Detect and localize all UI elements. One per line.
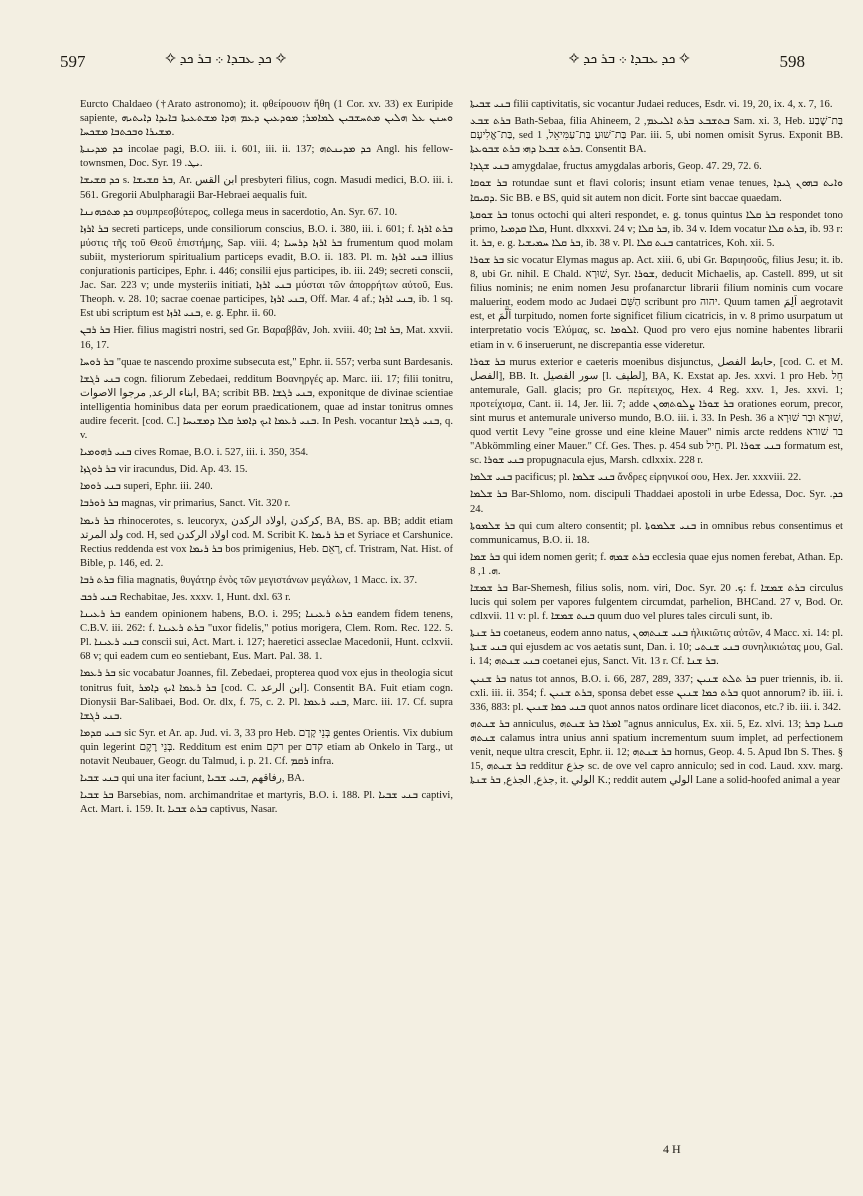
dictionary-entry: ܒܪ ܐܪܙܐ secreti particeps, unde consiliorum conscius, B.O. i. 380, iii. i. 601; f. ܒܪܬ ܐܪܙܐ μύστις τῆς τοῦ Θεοῦ ἐπιστήμης, Sap. viii. 4; ܒܪ ܐܪܙܐ ܕܪܚܝܐ frumentum quod molam subiit, mysteriorum spiritualium particeps evadit, B.O. ii. 183. Pl. m. ܒܢܝ ܐܪܙܐ illius conjurationis participes, Ephr. i. 446; consilii ejus participes, ib. iii. 249; secreti conscii, Jac. Sar. 223 v; unde mysteriis initiati, ܒܢܝ ܐܪܙܐ μύσται τῶν ἀπορρήτων αὐτοῦ, Eus. Theoph. v. 28. 10; sacrae coenae participes, ܒܢܝ ܐܪܙܐ, Off. Mar. 4 af.; ܒܢܝ ܐܪܙܐ, ib. 1 sq. Est ubi scriptum est ܒܢܝ ܐܪܙܐ, e. g. Ephr. ii. 60. [80,223,453,320]
dictionary-entry: ܒܪܬ ܪܒܐ filia magnatis, θυγάτηρ ἑνὸς τῶν μεγιστάνων μεγάλων, 1 Macc. ix. 37. [80,574,418,586]
dictionary-entry: ܒܪ ܪܒܢ Hier. filius magistri nostri, sed Gr. Βαραββᾶν, Joh. xviii. 40; ܒܪ ܐܒܐ, Mat. xxvii. 16, 17. [80,325,453,351]
running-header [60,52,805,78]
dictionary-entry: ܒܪ ܪܥܡܐ sic vocabatur Joannes, fil. Zebedaei, propterea quod vox ejus in theologia sicut tonitrus fuit, ܒܪ ܪܥܡܐ ܐܝܟ ܕܐܡܪ [cod. C. ابن الرعد]. Consentit BA. Fuit etiam cogn. Dionysii Bar-Salibaei, Bod. Or. dlx, f. 75, c. 2. Pl. ܒܢܝ ܪܥܡܐ, Marc. iii. 17. Cf. supra ܒܢܝ ܪܓܫܐ. [80,668,453,722]
dictionary-entry: ܒܢܝ ܫܓܕܐ amygdalae, fructus amygdalas arboris, Geop. 47. 29, 72. 6. [470,161,762,173]
dictionary-entry: ܒܪ ܪܘܓܙܐ vir iracundus, Did. Ap. 43. 15. [80,464,248,476]
right-column [470,98,843,1158]
dictionary-entry: ܒܪ ܫܘܩܬܐ tonus octochi qui alteri respondet, e. g. tonus quintus ܒܪ ܩܠܐ respondet tono primo, ܩܠܐ ܩܕܡܝܐ, Hunt. dlxxxvi. 24 v; ܒܪ ܩܠܐ, ib. 34 v. Idem vocatur ܒܪܬ ܩܠܐ, ib. 93 r: it. ܒܪ, e. g. ܒܪ ܩܠܐ ܚܡܝܫܝܐ, ib. 38 v. Pl. ܒܢܬ ܩܠܐ cantatrices, Koh. xii. 5. [470,209,843,249]
dictionary-entry: Eurcto Chaldaeo (†Arato astronomo); it. φθείρουσιν ἤθη (1 Cor. xv. 33) ex Euripide sapiente, ܘܚܢܢ ܥܠ ܗܠܝܢ ܡܬܚܫܒܝܢ ܠܡܐܡܪ; ܡܘܕܥܝܢ ܕܥܡ ܗܕܐ ܡܫܬܥܝܬܐ ܒܐܝܕܐ ܕܐܝܬܝܗ ܡܫܝܪܐ ܘܒܟܬܒܐ ܡܫܟܚܐ. [80,99,453,139]
running-head-left: ✧ ܟܕ ܥܒܕܐ ܀ ܒܪ ܟܕ ✧ [165,52,287,67]
dictionary-entry: ܒܪ ܫܢܬܐ coetaneus, eodem anno natus, ܒܢܝ ܫܢܬܗܘܢ ἡλικιῶτις αὐτῶν, 4 Macc. xi. 14: pl. ܒܢܝ ܫܢܬܐ qui ejusdem ac vos aetatis sunt, Dan. i. 10; ܒܢܝ ܫܢܬܝ συνηλικιώτας μου, Gal. i. 14; ܒܢܝ ܫܢܬܗ coetanei ejus, Sanct. Vit. 13 r. Cf. ܒܪ ܫܢܐ. [470,628,843,668]
dictionary-entry: ܒܪܬ ܫܒܥ Bath-Sebaa, filia Ahineem, ܒܬܫܒܥ ܒܪܬ ܐܠܝܥܡ, 2 Sam. xi. 3, Heb. בַּת־שֶׁבַע בַּת־אֱלִיעָם, sed בַּת־שׁוּעַ בַּת־עַמִּיאֵל, 1 Par. iii. 5, ubi nomen omisit Syrus. Exponit BB. ܒܪܬ ܫܒܥܐ ܕܗܝ ܒܪܬ ܫܒܘܥܬܐ. Consentit BA. [470,116,843,156]
dictionary-entry: ܒܪ ܫܢܬܗ anniculus, ܐܡܪܐ ܒܪ ܫܢܬܗ "agnus anniculus, Ex. xii. 5, Ez. xlvi. 13; ܩܢܝܐ ܕܒܪ ܫܢܬܗ calamus intra unius anni spatium incrementum suum implet, ad perfectionem venit, neque ultra crescit, Ephr. ii. 12; ܒܪ ܫܢܬܗ hornus, Geop. 4. 5. Apud Ibn S. Thes. § 15, ܒܪ ܫܢܬܗ redditur جذع sc. de ove vel capro anniculo; sed in cod. Laud. xxv. marg. جذع, الجذع, ܒܪ ܫܢܬܐ, it. الولي K.; reddit autem الولي Lane a solid-hoofed animal a year [470,718,843,787]
dictionary-entry: ܟܕ ܡܬܟܗܢܢܐ συμπρεσβύτερος, collega meus in sacerdotio, An. Syr. 67. 10. [80,206,398,218]
dictionary-entry: ܟܕ ܩܫܝܫܐ s. ܒܪ ܩܫܝܫܐ, Ar. ابن القس presbyteri filius, cogn. Masudi medici, B.O. iii. i. 561. Gregorii Abulpharagii Bar-Hebraei aequalis fuit. [80,175,453,201]
dictionary-entry: ܒܪ ܪܘܪܒܐ magnas, vir primarius, Sanct. Vit. 320 r. [80,498,291,510]
dictionary-entry: ܒܪ ܫܒܝܐ Barsebias, nom. archimandritae et martyris, B.O. i. 188. Pl. ܒܢܝ ܫܒܝܐ captivi, Act. Mart. i. 159. It. ܒܪܬ ܫܒܝܐ captivus, Nasar. [80,790,453,816]
running-head-right: ✧ ܟܕ ܥܒܕܐ ܀ ܒܪ ܟܕ ✧ [568,52,690,67]
dictionary-entry: ܒܪ ܫܘܪܐ murus exterior e caeteris moenibus disjunctus, حابط الفصل, [cod. C. et M. الفصل], BB. It. سور الفصيل [l. لطيف], BA, K. Exstat ap. Jes. xxvi. 1 pro Heb. חֵל antemurale, Gall. glacis; pro Gr. περίτειχος, Hex. 4 Reg. xxv. 1, Jes. xxvi. 1; προτείχισμα, Cant. ii. 14, Jer. lii. 7; adde ܒܪ ܫܘܪܐ ܨܠܘܬܗܘܢ orationes eorum, precor, sint murus et antemurale universo mundo, B.O. iii. i. 33. In Pesh. 36 a שׁוּרָא וּבַר שׁוּרָא, quod vertit Levy "eine grosse und eine kleine Mauer" nimis arcte reddens בר שׁורא "Abkömmling einer Mauer." Cf. Ges. Thes. p. 454 sub חֵיל. Pl. ܒܢܝ ܫܘܪܐ formatum est, sc. ܒܢܝ ܫܘܪܐ propugnacula ejus, Marsh. cdlxxix. 228 r. [470,356,843,467]
dictionary-entry: ܒܪ ܫܘܩܐ rotundae sunt et flavi coloris; insunt etiam venae tenues, ܘܐܝܬ ܒܗܘܢ ܓܝܕܐ ܕܩܝܩܐ. Sic BB. e BS, quid sit autem non dicit. Forte sint baccae quaedam. [470,178,843,204]
dictionary-entry: ܒܪ ܪܥܝܢܐ eandem opinionem habens, B.O. i. 295; ܒܪܬ ܪܥܝܢܐ eandem fidem tenens, C.B.V. iii. 262: f. ܒܪܬ ܪܥܝܢܐ "uxor fidelis," potius morigera, Clem. Rom. Rec. 122. 5. Pl. ܒܢܝ ܪܥܝܢܐ conscii sui, Act. Mart. i. 127; haeretici asseclae Macedonii, Hunt. cclxvii. 68 v; qui eadem cum eo sentiebant, Eus. Mart. Pal. 38. 1. [80,609,453,663]
signature-mark: 4 H [663,1142,681,1156]
page-number-right: 598 [779,52,805,71]
dictionary-entry: ܒܢܝ ܫܠܡܐ pacificus; pl. ܒܢܝ ܫܠܡܐ ἄνδρες εἰρηνικοί σου, Hex. Jer. xxxviii. 22. [470,472,802,484]
dictionary-entry: ܒܢܝ ܪܓܫܐ cogn. filiorum Zebedaei, redditum Βοανηργές ap. Marc. iii. 17; filii tonitru, ابناء الرعد, مرجوا الاصوات, BA; scribit BB. ܒܢܝ ܪܓܫܐ, exponitque de divinae scientiae intelligentia hominibus data per eorum praedicationem, quae ad instar tonitrus omnes audire fecerit. [cod. C.] ܒܢܝ ܪܥܡܐ ܐܝܟ ܕܐܡܪ ܩܠܐ ܕܡܫܝܚܐ. In Pesh. vocantur ܒܢܝ ܪܓܫܐ, q. v. [80,373,453,442]
dictionary-entry: ܒܢܝ ܪܘܡܐ superi, Ephr. iii. 240. [80,481,213,493]
dictionary-entry: ܒܪ ܪܘܚܐ "quae te nascendo proxime subsecuta est," Ephr. ii. 557; verba sunt Bardesanis. [80,356,453,368]
dictionary-entry: ܒܪ ܫܠܡܘܬܐ qui cum altero consentit; pl. ܒܢܝ ܫܠܡܘܬܐ in omnibus rebus consentimus et communicamus, B.O. ii. 18. [470,520,843,546]
dictionary-entry: ܒܪ ܪܝܡܐ rhinocerotes, s. leucoryx, كركدن ,اولاد الركدن, BA, BS. ap. BB; addit etiam ولد المرتد cod. H, sed اولاد الركدن cod. M. Scribit K. ܒܪ ܪܝܡܐ et Syriace et Carshunice. Rectius reddenda est vox ܒܪ ܪܝܡܐ bos primigenius, Heb. רְאֵם, cf. Tristram, Nat. Hist. of Bible, p. 146, ed. 2. [80,515,453,569]
page-number-left: 597 [60,52,86,71]
dictionary-entry: ܒܢܝ ܪܟܒ Rechabitae, Jes. xxxv. 1, Hunt. dxl. 63 r. [80,592,291,603]
dictionary-entry: ܒܢܝ ܩܕܡܐ sic Syr. et Ar. ap. Jud. vi. 3, 33 pro Heb. בְּנֵי קֶדֶם gentes Orientis. Vix dubium quin legerint בְּנֵי רֶקֶם. Redditum est enim רקם per קדם etiam ab Onkelo in Targ., ut notavit Neubauer, Geogr. du Talmud, i. p. 21. Cf. ܪܩܡ infra. [80,727,453,768]
dictionary-entry: ܒܪ ܫܡܫܐ Bar-Shemesh, filius solis, nom. viri, Doc. Syr. ܟ. 20: f. ܒܪܬ ܫܡܫܐ circulus lucis qui solem per vapores fulgentem circumdat, parhelion, BHCand. 27 v, Bod. Or. cdlxvii. 11 v: pl. f. ܒܢܬ ܫܡܫܐ quum duo vel plures tales circuli sunt, ib. [470,583,843,623]
dictionary-entry: ܒܢܝ ܪܗܘܡܝܐ cives Romae, B.O. i. 527, iii. i. 350, 354. [80,447,309,459]
dictionary-entry: ܟܕ ܡܕܝܢܬܐ incolae pagi, B.O. iii. i. 601, iii. ii. 137; ܟܕ ܡܕܝܢܬܗ Angl. his fellow-townsmen, Doc. Syr. ܝܛ. 19. [80,144,453,170]
dictionary-entry: ܒܪ ܫܠܡܐ Bar-Shlomo, nom. discipuli Thaddaei apostoli in urbe Edessa, Doc. Syr. ܟܕ. 24. [470,489,843,515]
dictionary-entry: ܒܢܝ ܫܒܝܐ qui una iter faciunt, رفاقهم ,ܒܢܝ ܫܒܝܐ, BA. [80,773,305,785]
dictionary-entry: ܒܢܝ ܫܒܝܬܐ filii captivitatis, sic vocantur Judaei reduces, Esdr. vi. 19, 20, ix. 4, x. 7, 16. [470,99,833,110]
dictionary-entry: ܒܪ ܫܘܪܐ sic vocatur Elymas magus ap. Act. xiii. 6, ubi Gr. Βαριησοῦς, filius Jesu; it. ib. 8, ubi Gr. nihil. E Chald. שׁוּרָא, Syr. ܫܘܪܐ, deducit Michaelis, ap. Castell. 899, ut sit filius nominis; ne enim nomen Jesu profanarctur librarii filium nominis cum vocare maluerint, eodem modo ac Judaei הַשֵּׁם scribunt pro יהוה. Quum tamen اَلِمَ aegrotavit est, et اَلَّمَ turpitudo, nomen forte significet filium cicatricis, in v. 8 primo usurpatum ut interpretatio vocis Ἐλύμας, sc. ܐܠܘܡܐ. Quod pro vero ejus nomine habentes librarii etiam in v. 6 inseruerunt, ne discrepantia esse videretur. [470,254,843,351]
dictionary-entry: ܒܪ ܫܢܝܢ natus tot annos, B.O. i. 66, 287, 289, 337; ܒܪ ܬܠܬ ܫܢܝܢ puer triennis, ib. ii. cxli. iii. ii. 354; f. ܒܪܬ ܫܢܝܢ, sponsa debet esse ܒܪܬ ܟܡܐ ܫܢܝܢ quot annorum? ib. iii. i. 336, 883: pl. ܒܢܝ ܟܡܐ ܫܢܝܢ quot annos natos ordinare licet diaconos, etc.? ib. iii. i. 342. [470,673,843,713]
left-column [80,98,453,1158]
dictionary-entry: ܒܪ ܫܡܐ qui idem nomen gerit; f. ܒܪܬ ܫܡܗ ecclesia quae ejus nomen ferebat, Athan. Ep. ܗ. 1, 8. [470,551,843,577]
